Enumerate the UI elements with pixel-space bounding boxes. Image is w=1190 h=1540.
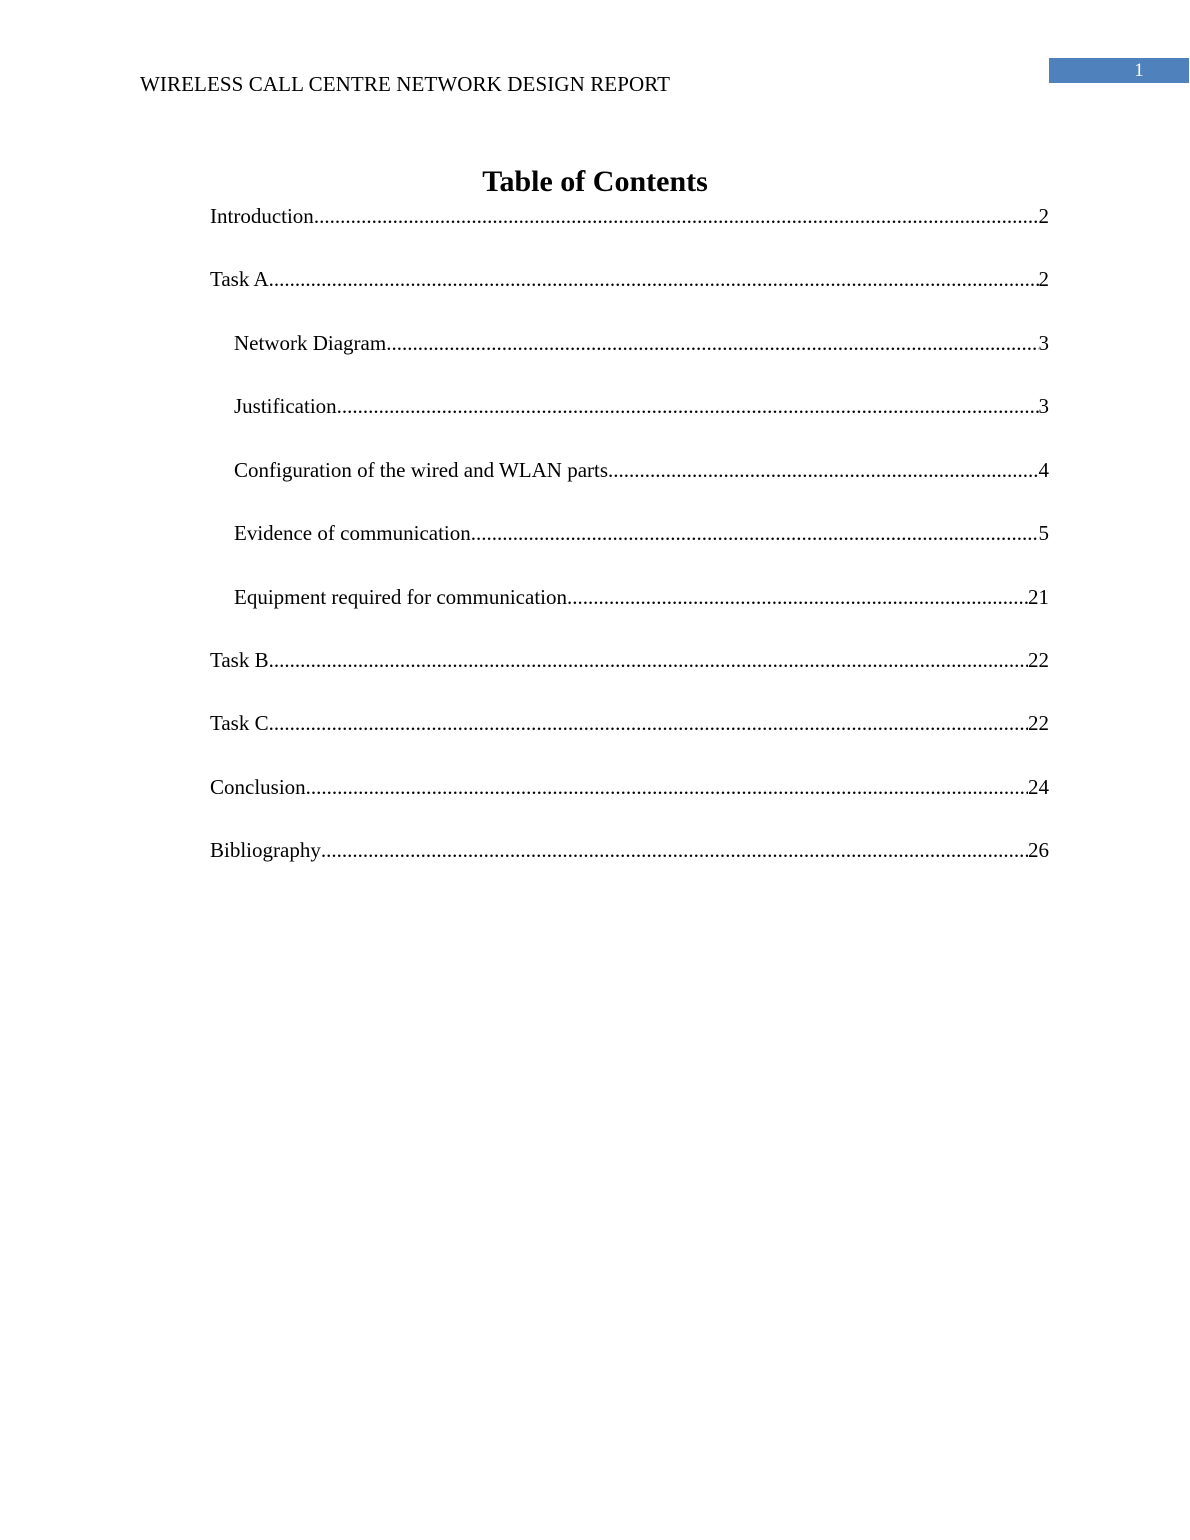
toc-entry-label: Task B	[210, 648, 269, 672]
toc-entry-page: 2	[1038, 267, 1049, 291]
toc-entry-leader	[269, 709, 1028, 737]
page-number: 1	[1134, 60, 1144, 81]
toc-entry-label: Equipment required for communication	[234, 585, 567, 609]
toc-entry-label: Justification	[234, 394, 337, 418]
toc-entry-equipment-required[interactable]	[234, 583, 1049, 611]
toc-entry-label: Evidence of communication	[234, 521, 471, 545]
toc-entry-page: 22	[1028, 648, 1049, 672]
toc-entry-label: Configuration of the wired and WLAN parts	[234, 458, 609, 482]
toc-entry-page: 5	[1038, 521, 1049, 545]
toc-entry-bibliography[interactable]	[210, 836, 1049, 864]
toc-entry-leader	[269, 646, 1028, 674]
toc-entry-leader	[314, 202, 1039, 230]
running-header-title: WIRELESS CALL CENTRE NETWORK DESIGN REPORT	[140, 72, 671, 96]
toc-entry-label: Network Diagram	[234, 331, 387, 355]
toc-entry-leader	[567, 583, 1028, 611]
toc-entry-leader	[386, 329, 1038, 357]
toc-entry-page: 4	[1038, 458, 1049, 482]
toc-entry-introduction[interactable]	[210, 202, 1049, 230]
toc-entry-page: 3	[1038, 394, 1049, 418]
toc-entry-page: 3	[1038, 331, 1049, 355]
toc-entry-task-c[interactable]	[210, 709, 1049, 737]
toc-entry-leader	[269, 265, 1039, 293]
toc-entry-page: 21	[1028, 585, 1049, 609]
toc-entry-conclusion[interactable]	[210, 773, 1049, 801]
toc-entry-task-a[interactable]	[210, 265, 1049, 293]
toc-entry-label: Task A	[210, 267, 269, 291]
toc-entry-evidence-of-communication[interactable]	[234, 519, 1049, 547]
toc-entry-leader	[306, 773, 1028, 801]
toc-entry-page: 24	[1028, 775, 1049, 799]
toc-entry-label: Task C	[210, 711, 269, 735]
toc-heading: Table of Contents	[482, 165, 708, 198]
toc-entry-leader	[337, 392, 1039, 420]
toc-entry-page: 26	[1028, 838, 1049, 862]
toc-entry-page: 2	[1038, 204, 1049, 228]
toc-entry-leader	[608, 456, 1038, 484]
toc-entry-configuration[interactable]	[234, 456, 1049, 484]
toc-entry-network-diagram[interactable]	[234, 329, 1049, 357]
toc-entry-label: Conclusion	[210, 775, 306, 799]
toc-entry-label: Bibliography	[210, 838, 321, 862]
toc-entry-task-b[interactable]	[210, 646, 1049, 674]
toc-entry-leader	[321, 836, 1028, 864]
toc-entry-justification[interactable]	[234, 392, 1049, 420]
toc-entry-label: Introduction	[210, 204, 314, 228]
toc-entry-leader	[471, 519, 1039, 547]
toc-entry-page: 22	[1028, 711, 1049, 735]
